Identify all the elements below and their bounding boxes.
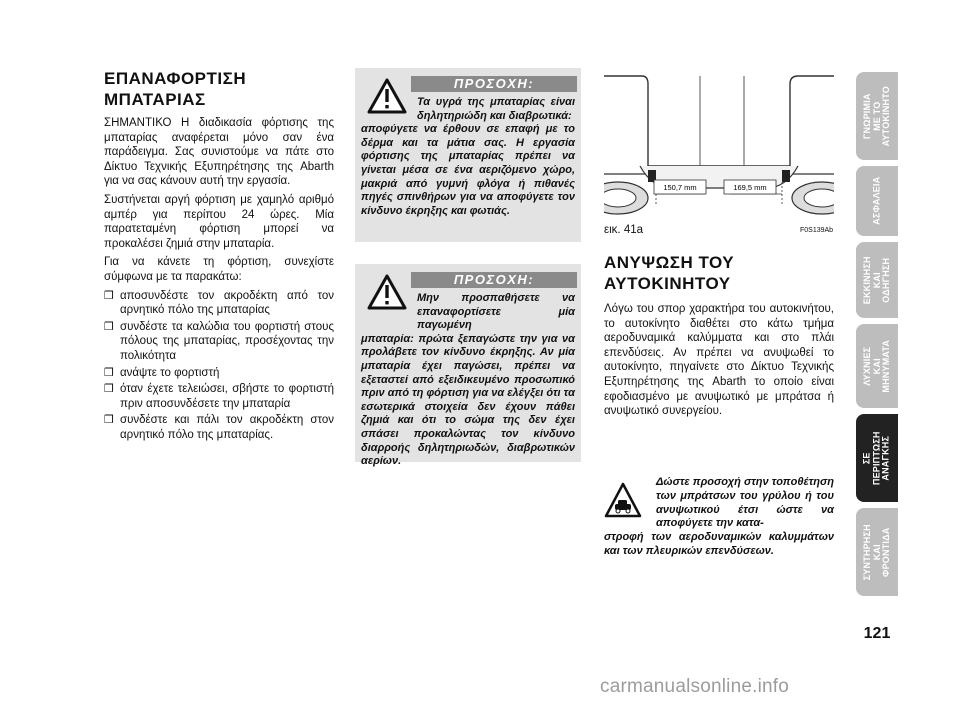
note-box	[604, 476, 834, 576]
list-item: ❒ όταν έχετε τελειώσει, σβήστε το φορτιστή πριν αποσυνδέσετε την μπαταρία	[104, 383, 334, 410]
paragraph-important: ΣΗΜΑΝΤΙΚΟ Η διαδικασία φόρτισης της μπαταρίας αναφέρεται μόνο σαν ένα παράδειγμα. Σας συνιστούμε να πάτε στο Δίκτυο Τεχνικής Εξυπηρέτησης της Abarth για να σας κάνουν αυτή την εργασία.	[104, 117, 334, 188]
checkbox-bullet-icon: ❒	[104, 320, 114, 333]
figure-caption: εικ. 41a	[604, 224, 644, 236]
checkbox-bullet-icon: ❒	[104, 414, 114, 427]
list-item: ❒ συνδέστε και πάλι τον ακροδέκτη στον αρνητικό πόλο της μπαταρίας.	[104, 414, 334, 441]
tab-lights-messages[interactable]: ΛΥΧΝΙΕΣ ΚΑΙ ΜΗΝΥΜΑΤΑ	[856, 324, 898, 408]
tab-maintenance[interactable]: ΣΥΝΤΗΡΗΣΗ ΚΑΙ ΦΡΟΝΤΙΔΑ	[856, 508, 898, 596]
car-lifting-section	[604, 252, 834, 419]
tab-getting-to-know[interactable]: ΓΝΩΡΙΜΙΑ ΜΕ ΤΟ ΑΥΤΟΚΙΝΗΤΟ	[856, 72, 898, 160]
section-title: ΕΠΑΝΑΦΟΡΤΙΣΗ ΜΠΑΤΑΡΙΑΣ	[104, 69, 247, 109]
procedure-steps	[104, 289, 334, 443]
warning-text: Μην προσπαθήσετε να επαναφορτίσετε μία παγωμένη μπαταρία: πρώτα ξεπαγώστε την για να προλάβετε τον κίνδυνο έκρηξης. Αν μία μπαταρία έχει παγώσει, πρέπει να εξεταστεί από εξειδικευμένο προσωπικό πριν από τη φόρτιση για να ελέγξει ότι τα εσωτερικά στοιχεία δεν έχουν πάθει ζημιά και ότι το σώμα της δεν έχει σπάσει προκαλώντας τον κίνδυνο διαρροής δηλητηριωδών, διαβρωτικών αερίων.	[361, 292, 575, 468]
dimension-right-label: 169,5 mm	[733, 183, 767, 192]
watermark: carmanualsonline.info	[600, 676, 790, 697]
tab-safety[interactable]: ΑΣΦΑΛΕΙΑ	[856, 166, 898, 236]
page-number: 121	[863, 625, 891, 642]
list-item: ❒ ανάψτε το φορτιστή	[104, 366, 220, 379]
warning-text: Τα υγρά της μπαταρίας είναι δηλητηριώδη και διαβρωτικά: αποφύγετε να έρθουν σε επαφή με το δέρμα και τα μάτια σας. Η εργασία φόρτισης της μπαταρίας πρέπει να γίνεται μέσα σε ένα αεριζόμενο χώρο, μακριά από γυμνή φλόγα ή πιθανές πηγές σπινθήρων για να αποφύγετε τον κίνδυνο έκρηξης και φωτιάς.	[361, 96, 575, 217]
battery-recharge-section	[104, 68, 334, 444]
car-lifting-figure	[604, 70, 834, 222]
tab-starting-driving[interactable]: ΕΚΚΙΝΗΣΗ ΚΑΙ ΟΔΗΓΗΣΗ	[856, 242, 898, 318]
list-item: ❒ αποσυνδέστε τον ακροδέκτη από τον αρνητικό πόλο της μπαταρίας	[104, 289, 334, 317]
tab-emergency[interactable]: ΣΕ ΠΕΡΙΠΤΩΣΗ ΑΝΑΓΚΗΣ	[856, 414, 898, 502]
car-sill-illustration	[604, 70, 834, 222]
paragraph-lifting: Λόγω του σπορ χαρακτήρα του αυτοκινήτου, το αυτοκίνητο διαθέτει στο κάτω τμήμα αεροδυναμικά καλύμματα και στο πλάι επενδύσεις. Αν πρέπει να ανυψωθεί το αυτοκίνητο, πηγαίνετε στο Δίκτυο Τεχνικής Εξυπηρέτησης της Abarth το οποίο είναι εφοδιασμένο με ανυψωτικό με μπράτσα ή ανυψωτικό συνεργείου.	[604, 303, 834, 418]
checkbox-bullet-icon: ❒	[104, 383, 114, 396]
warning-box-electrolyte	[355, 68, 581, 242]
paragraph-slow-charge: Συστήνεται αργή φόρτιση με χαμηλό αριθμό αμπέρ για περίπου 24 ώρες. Μία παρατεταμένη φόρτιση μπορεί να προκαλέσει ζημιά στην μπαταρία.	[104, 193, 334, 250]
section-title: ΑΝΥΨΩΣΗ ΤΟΥ ΑΥΤΟΚΙΝΗΤΟΥ	[604, 253, 735, 293]
dimension-left-label: 150,7 mm	[663, 183, 697, 192]
note-text: Δώστε προσοχή στην τοποθέτηση των μπράτσων του γρύλου ή του ανυψωτικού έτσι ώστε να αποφύγετε την κατα- στροφή των αεροδυναμικών καλυμμάτων και των πλευρικών επενδύσεων.	[604, 476, 834, 557]
warning-box-frozen-battery	[355, 264, 581, 468]
list-item: ❒ συνδέστε τα καλώδια του φορτιστή στους πόλους της μπαταρίας, προσέχοντας την πολικότητα	[104, 320, 334, 362]
warning-heading: ΠΡΟΣΟΧΗ:	[411, 76, 577, 92]
checkbox-bullet-icon: ❒	[104, 289, 114, 302]
paragraph-procedure-intro: Για να κάνετε τη φόρτιση, συνεχίστε σύμφωνα με τα παρακάτω:	[104, 256, 334, 283]
warning-heading: ΠΡΟΣΟΧΗ:	[411, 272, 577, 288]
checkbox-bullet-icon: ❒	[104, 366, 114, 379]
figure-code: F0S139Ab	[800, 227, 834, 234]
